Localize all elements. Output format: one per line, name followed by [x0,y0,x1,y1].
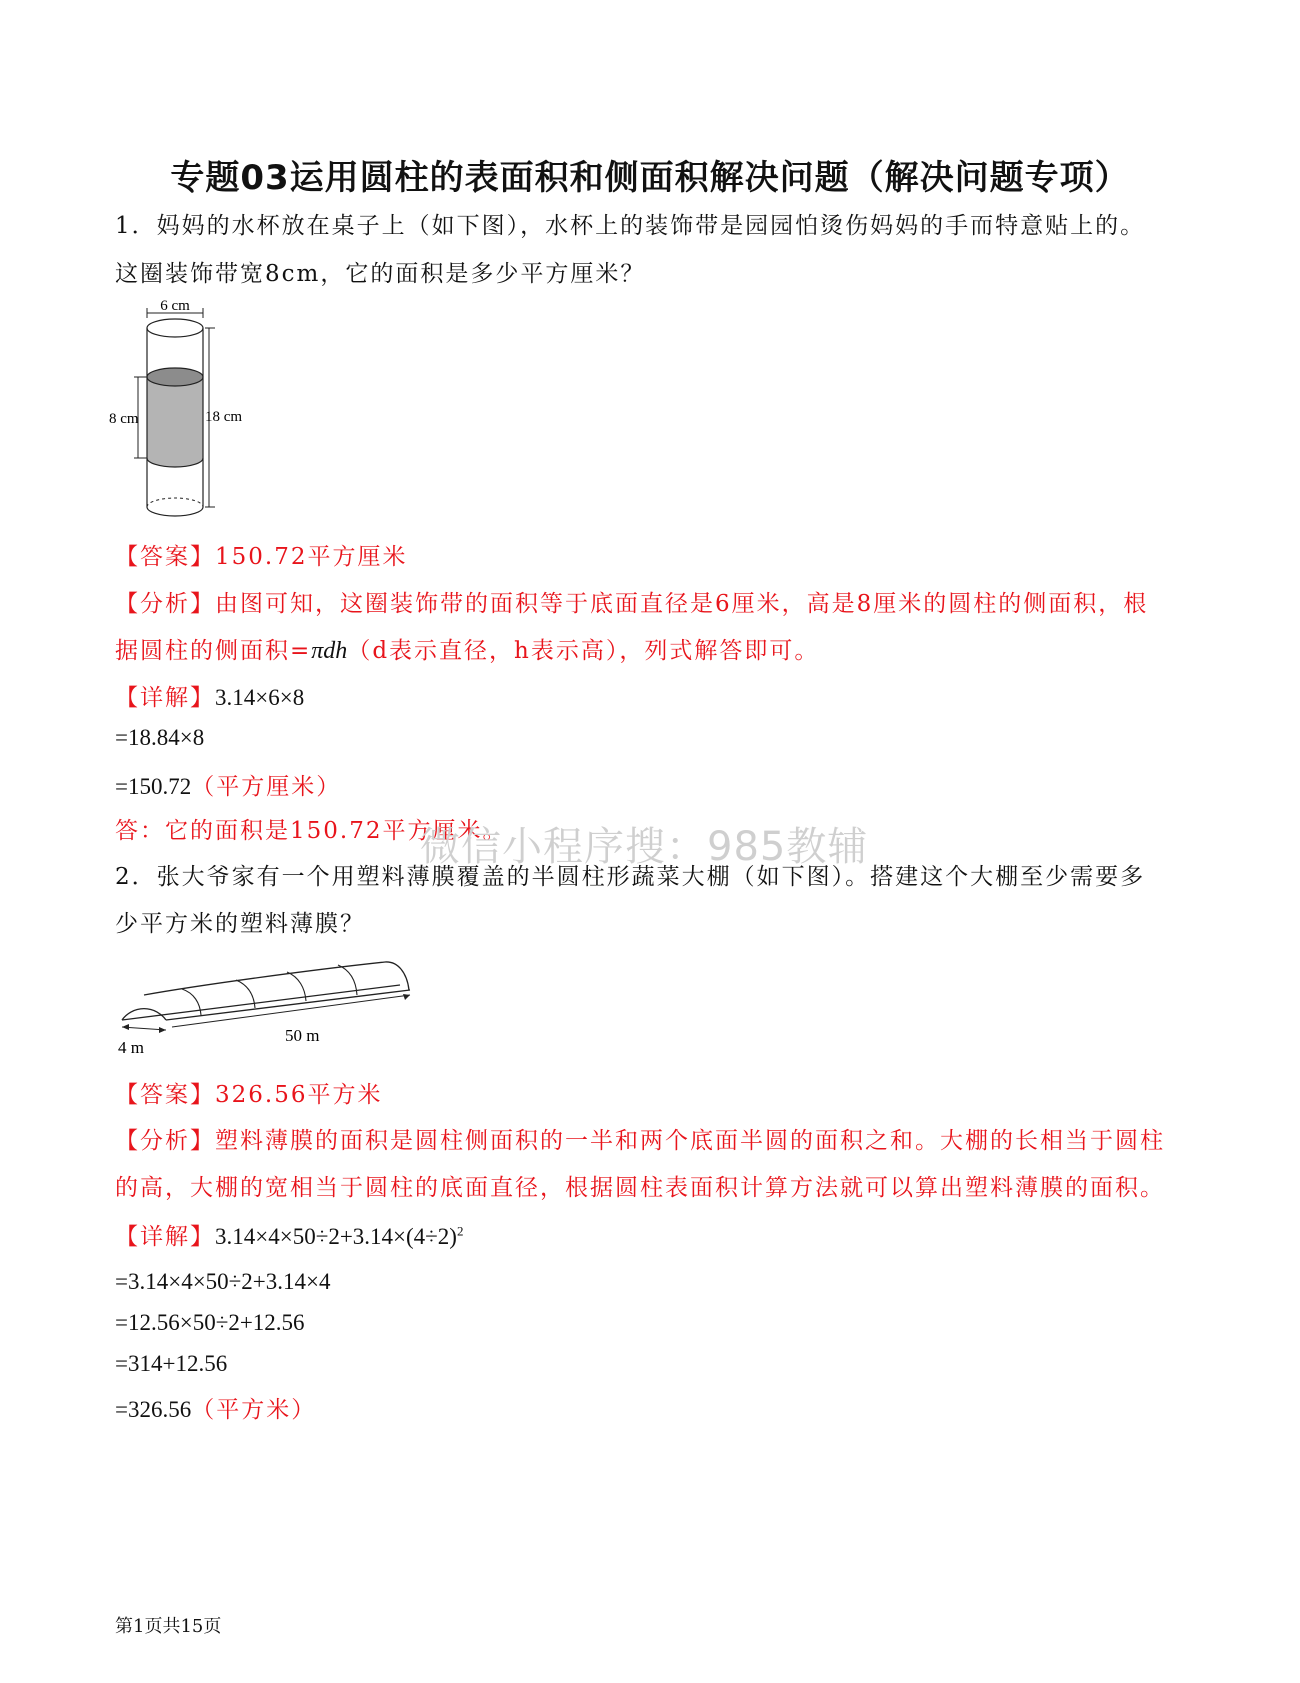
detail-step: 3.14×4×50÷2+3.14×(4÷2) [215,1224,457,1249]
page-title: 专题03运用圆柱的表面积和侧面积解决问题（解决问题专项） [170,158,1130,198]
q1-analysis-line1 [115,585,1148,618]
answer-value: 150.72平方厘米 [215,544,408,570]
detail-tag: 【详解】 [115,1224,215,1250]
q1-question-line2: 这圈装饰带宽8cm，它的面积是多少平方厘米？ [115,261,646,287]
cup-top-label: 6 cm [160,298,190,314]
detail-step: 3.14×6×8 [215,685,305,710]
formula: πdh [311,638,348,664]
page-footer: 第1页共15页 [115,1616,222,1637]
detail-step: =150.72 [115,774,192,799]
q2-detail-line1 [115,1218,463,1251]
q2-detail-step: =12.56×50÷2+12.56 [115,1310,305,1335]
q1-detail-line1 [115,679,304,712]
greenhouse-length-label: 50 m [285,1026,320,1045]
q2-question-line1: 2．张大爷家有一个用塑料薄膜覆盖的半圆柱形蔬菜大棚（如下图）。搭建这个大棚至少需要多 [115,864,1146,890]
answer-value: 326.56平方米 [215,1082,383,1108]
q1-final-answer: 答：它的面积是150.72平方厘米。 [115,818,508,844]
answer-tag: 【答案】 [115,544,215,570]
analysis-text: 塑料薄膜的面积是圆柱侧面积的一半和两个底面半圆的面积之和。大棚的长相当于圆柱 [215,1128,1165,1154]
analysis-text-a: 据圆柱的侧面积= [115,638,312,664]
q2-detail-step: =314+12.56 [115,1351,228,1376]
answer-tag: 【答案】 [115,1082,215,1108]
q2-question-line2: 少平方米的塑料薄膜？ [115,911,365,937]
q1-answer [115,538,407,571]
q1-question-line1: 1．妈妈的水杯放在桌子上（如下图），水杯上的装饰带是园园怕烫伤妈妈的手而特意贴上的。 [115,213,1146,239]
greenhouse-width-label: 4 m [118,1038,144,1057]
q2-analysis-line1 [115,1122,1165,1155]
analysis-text: 由图可知，这圈装饰带的面积等于底面直径是6厘米，高是8厘米的圆柱的侧面积，根 [215,591,1149,617]
watermark: 微信小程序搜：985教辅 [420,824,869,870]
analysis-tag: 【分析】 [115,591,215,617]
cylinder-cup-figure [105,295,265,527]
greenhouse-figure [110,955,430,1060]
q1-detail-line3 [115,768,341,801]
cup-left-label: 8 cm [109,411,139,427]
q2-detail-line5 [115,1391,316,1424]
q2-answer [115,1076,382,1109]
detail-exponent: 2 [456,1223,464,1239]
q2-detail-step: =3.14×4×50÷2+3.14×4 [115,1269,331,1294]
analysis-text-b: （d表示直径，h表示高），列式解答即可。 [347,638,820,664]
detail-unit: （平方米） [191,1397,317,1423]
q2-analysis-line2: 的高，大棚的宽相当于圆柱的底面直径，根据圆柱表面积计算方法就可以算出塑料薄膜的面积。 [115,1175,1165,1201]
cup-right-label: 18 cm [205,409,243,425]
detail-tag: 【详解】 [115,685,215,711]
analysis-tag: 【分析】 [115,1128,215,1154]
q1-detail-step: =18.84×8 [115,725,205,750]
detail-unit: （平方厘米） [191,774,342,800]
detail-step: =326.56 [115,1397,192,1422]
q1-analysis-line2 [115,632,819,665]
